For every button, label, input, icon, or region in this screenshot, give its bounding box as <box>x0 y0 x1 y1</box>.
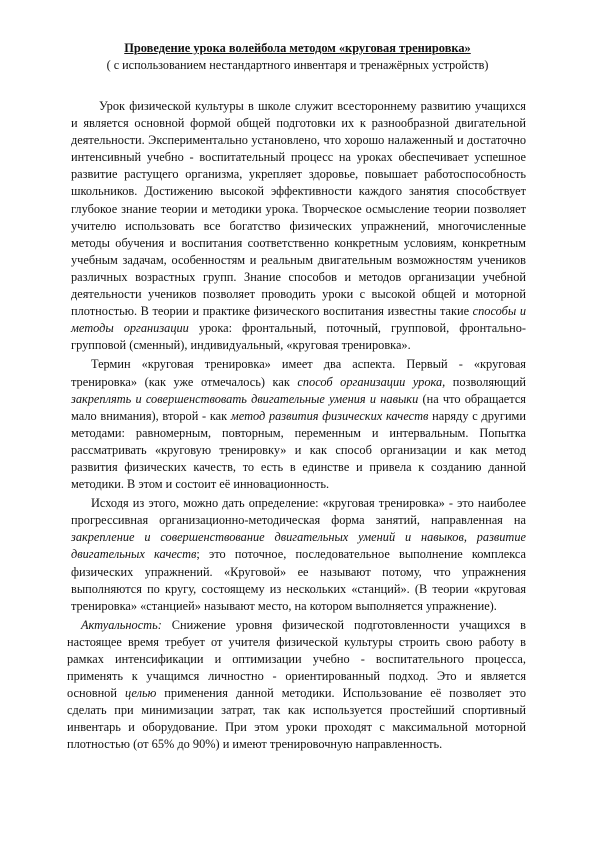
emphasis-text: способы и методы организации <box>71 304 526 336</box>
paragraph-text: Исходя из этого, можно дать определение: «круговая тренировка» - это наиболее прогрессивная организационно-методическая форма занятий, направленная на <box>71 496 526 528</box>
paragraph-text: применения данной методики. Использование её позволяет это сделать при минимизации затрат, так как используется простейший спортивный инвентарь и оборудование. При этом уроки проходят с максимальной моторной плотностью (от 65% до 90%) и имеют тренировочную направленность. <box>67 686 526 752</box>
emphasis-text: закреплять и совершенствовать двигательные умения и навыки <box>71 391 419 406</box>
emphasis-text: способ организации урока, <box>297 374 446 389</box>
emphasis-text: закрепление и совершенствование двигательных умений и навыков, развитие двигательных качеств <box>71 530 526 562</box>
document-body <box>67 98 527 754</box>
paragraph-text: Термин «круговая тренировка» имеет два аспекта. Первый - «круговая тренировка» (как уже отмечалось) как <box>71 357 526 389</box>
paragraph-relevance <box>67 617 526 754</box>
emphasis-text: метод развития физических качеств <box>230 408 429 423</box>
document-subtitle: ( с использованием нестандартного инвентаря и тренажёрных устройств) <box>106 58 489 72</box>
paragraph-text: наряду с другими методами: равномерным, повторным, переменным и интервальным. Попытка рассматривать «круговую тренировку» и как способ организации и как метод развития физических качеств, то есть в единстве и привела к созданию данной методики. В этом и состоит её инновационность. <box>71 408 526 492</box>
paragraph-text: урока: фронтальный, поточный, групповой, фронтально-групповой (сменный), индивидуальный, «круговая тренировка». <box>71 321 526 353</box>
paragraph-intro <box>71 98 526 354</box>
paragraph-text: ; это поточное, последовательное выполнение комплекса физических упражнений. «Круговой» ее называют потому, что упражнения выполняются по кругу, состоящему из нескольких «станций». (В теории «круговая тренировка» «станцией» называют место, на котором выполняется упражнение). <box>71 547 527 613</box>
paragraph-text: позволяющий <box>445 374 526 389</box>
paragraph-definition <box>71 495 526 615</box>
paragraph-term <box>71 356 526 493</box>
document-title: Проведение урока волейбола методом «круговая тренировка» <box>124 41 471 55</box>
paragraph-text: Снижение уровня физической подготовленности учащихся в настоящее время требует от учителя физической культуры строить свою работу в рамках интенсификации и оптимизации учебно - воспитательного процесса, применять к учащимся личностно - ориентированный подход. Это и является основной <box>67 617 526 701</box>
paragraph-text: (на что обращается мало внимания), второй - как <box>71 391 526 423</box>
section-label: Актуальность: <box>81 617 162 632</box>
paragraph-text: Урок физической культуры в школе служит всестороннему развитию учащихся и является основной формой общей подготовки их к разнообразной двигательной деятельности. Экспериментально установлено, что хорошо налаженный и достаточно интенсивный учебно - воспитательный процесс на уроках обеспечивает успешное развитие растущего организма, укрепляет здоровье, повышает работоспособность школьников. Достижению высокой эффективности каждого занятия способствует глубокое знание теории и методики урока. Творческое осмысление теории позволяет учителю использовать все богатство физических упражнений, многочисленные методы обучения и воспитания соответственно конкретным условиям, конкретным учебным задачам, особенностям и реальным двигательным возможностям учеников различных возрастных групп. Знание способов и методов организации учебной деятельности учеников позволяет проводить уроки с высокой общей и моторной плотностью. В теории и практике физического воспитания известны такие <box>71 99 526 319</box>
emphasis-text: целью <box>124 686 157 701</box>
